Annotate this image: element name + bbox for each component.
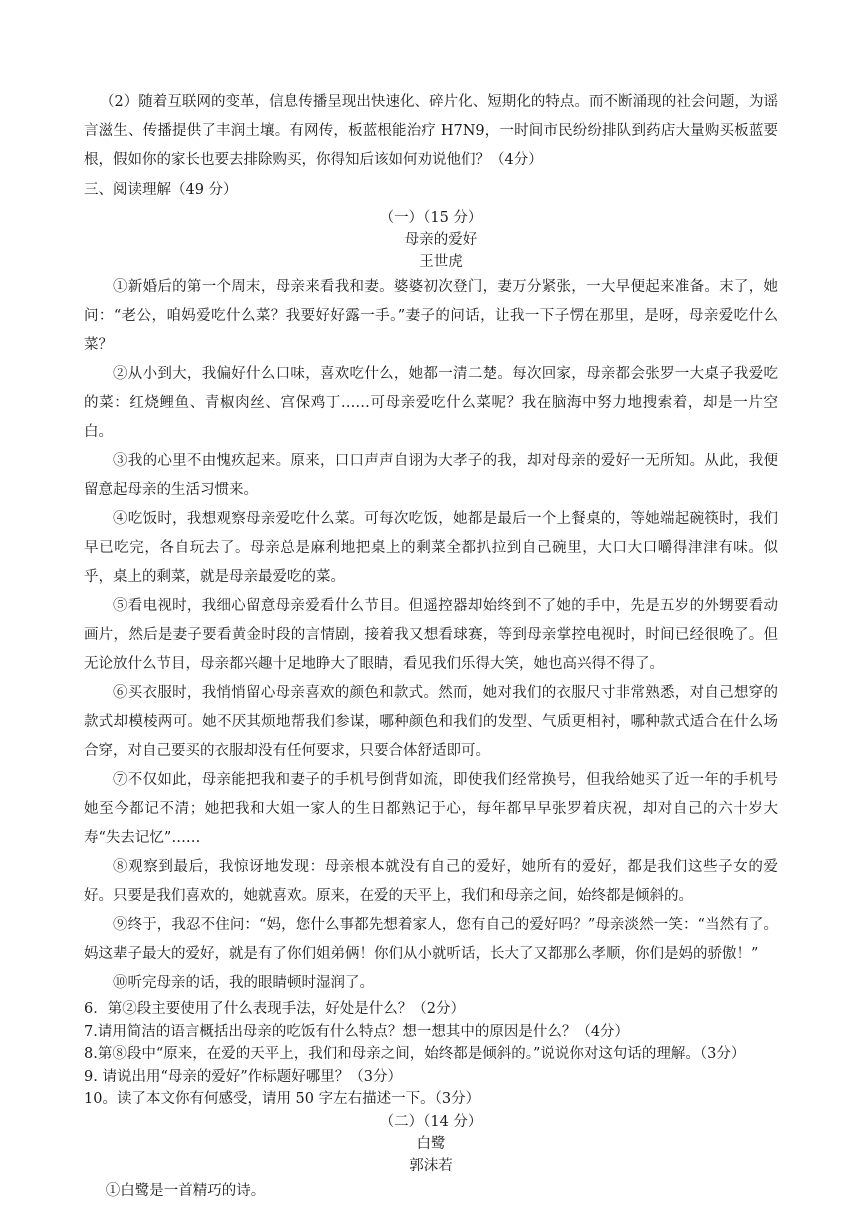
passage-one-header bbox=[84, 207, 778, 273]
question-10: 10。读了本文你有何感受，请用 50 字左右描述一下。（3分） bbox=[84, 1091, 481, 1107]
passage-one-author: 王世虎 bbox=[419, 254, 463, 270]
passage-one-title: 母亲的爱好 bbox=[404, 232, 478, 248]
paragraph: ⑥买衣服时，我悄悄留心母亲喜欢的颜色和款式。然而，她对我们的衣服尺寸非常熟悉，对自己想穿的款式却模棱两可。她不厌其烦地帮我们参谋，哪种颜色和我们的发型、气质更相衬，哪种款式适合在什么场合穿，对自己要买的衣服却没有任何要求，只要合体舒适即可。 bbox=[84, 685, 778, 759]
passage-two-header bbox=[84, 1111, 778, 1177]
paragraph: ①新婚后的第一个周末，母亲来看我和妻。婆婆初次登门，妻万分紧张，一大早便起来准备。末了，她问：“老公，咱妈爱吃什么菜？我要好好露一手。”妻子的问话，让我一下子愣在那里，是呀，母亲爱吃什么菜？ bbox=[84, 279, 778, 353]
paragraph: ①白鹭是一首精巧的诗。 bbox=[105, 1182, 266, 1199]
question-list bbox=[84, 998, 778, 1111]
question-6: 6．第②段主要使用了什么表现手法，好处是什么？（2分） bbox=[84, 1001, 465, 1017]
question-7: 7.请用简洁的语言概括出母亲的吃饭有什么特点？想一想其中的原因是什么？（4分） bbox=[84, 1023, 630, 1040]
passage-two-label: （二）（14 分） bbox=[379, 1113, 483, 1130]
intro-question-2: （2）随着互联网的变革，信息传播呈现出快速化、碎片化、短期化的特点。而不断涌现的社会问题，为谣言滋生、传播提供了丰润土壤。有网传，板蓝根能治疗 H7N9，一时间市民纷纷排队到药店大量购买板蓝要根，假如你的家长也要去排除购买，你得知后该如何劝说他们？（4分） bbox=[84, 94, 778, 168]
question-9: 9. 请说出用“母亲的爱好”作标题好哪里？（3分） bbox=[84, 1068, 402, 1085]
passage-one-label: （一）（15 分） bbox=[379, 210, 483, 226]
passage-two-author: 郭沫若 bbox=[409, 1157, 453, 1174]
paragraph: ⑨终于，我忍不住问：“妈，您什么事都先想着家人，您有自己的爱好吗？”母亲淡然一笑：“当然有了。妈这辈子最大的爱好，就是有了你们姐弟俩！你们从小就听话，长大了又都那么孝顺，你们是妈的骄傲！” bbox=[84, 917, 778, 962]
passage-one-body bbox=[84, 273, 778, 998]
paragraph: ⑤看电视时，我细心留意母亲爱看什么节目。但遥控器却始终到不了她的手中，先是五岁的外甥要看动画片，然后是妻子要看黄金时段的言情剧，接着我又想看球赛，等到母亲掌控电视时，时间已经很晚了。但无论放什么节目，母亲都兴趣十足地睁大了眼睛，看见我们乐得大笑，她也高兴得不得了。 bbox=[84, 598, 778, 672]
passage-two-title: 白鹭 bbox=[416, 1135, 446, 1152]
question-8: 8.第⑧段中“原来，在爱的天平上，我们和母亲之间，始终都是倾斜的。”说说你对这句话的理解。（3分） bbox=[84, 1046, 746, 1062]
passage-two-body bbox=[84, 1177, 778, 1206]
section-heading: 三、阅读理解（49 分） bbox=[84, 182, 238, 198]
paragraph: ⑧观察到最后，我惊讶地发现：母亲根本就没有自己的爱好，她所有的爱好，都是我们这些子女的爱好。只要是我们喜欢的，她就喜欢。原来，在爱的天平上，我们和母亲之间，始终都是倾斜的。 bbox=[84, 859, 778, 904]
paragraph: ⑦不仅如此，母亲能把我和妻子的手机号倒背如流，即使我们经常换号，但我给她买了近一年的手机号她至今都记不清；她把我和大姐一家人的生日都熟记于心，每年都早早张罗着庆祝，却对自己的六十岁大寿“失去记忆”…… bbox=[84, 772, 778, 846]
paragraph: ③我的心里不由愧疚起来。原来，口口声声自诩为大孝子的我，却对母亲的爱好一无所知。从此，我便留意起母亲的生活习惯来。 bbox=[84, 453, 778, 498]
paragraph: ⑩听完母亲的话，我的眼睛顿时湿润了。 bbox=[113, 975, 374, 991]
paragraph: ④吃饭时，我想观察母亲爱吃什么菜。可每次吃饭，她都是最后一个上餐桌的，等她端起碗筷时，我们早已吃完，各自玩去了。母亲总是麻利地把桌上的剩菜全都扒拉到自己碗里，大口大口嚼得津津有味。似乎，桌上的剩菜，就是母亲最爱吃的菜。 bbox=[84, 511, 778, 585]
paragraph: ②从小到大，我偏好什么口味，喜欢吃什么，她都一清二楚。每次回家，母亲都会张罗一大桌子我爱吃的菜：红烧鲤鱼、青椒肉丝、宫保鸡丁……可母亲爱吃什么菜呢？我在脑海中努力地搜索着，却是一片空白。 bbox=[84, 366, 778, 440]
exam-page bbox=[84, 88, 778, 1206]
